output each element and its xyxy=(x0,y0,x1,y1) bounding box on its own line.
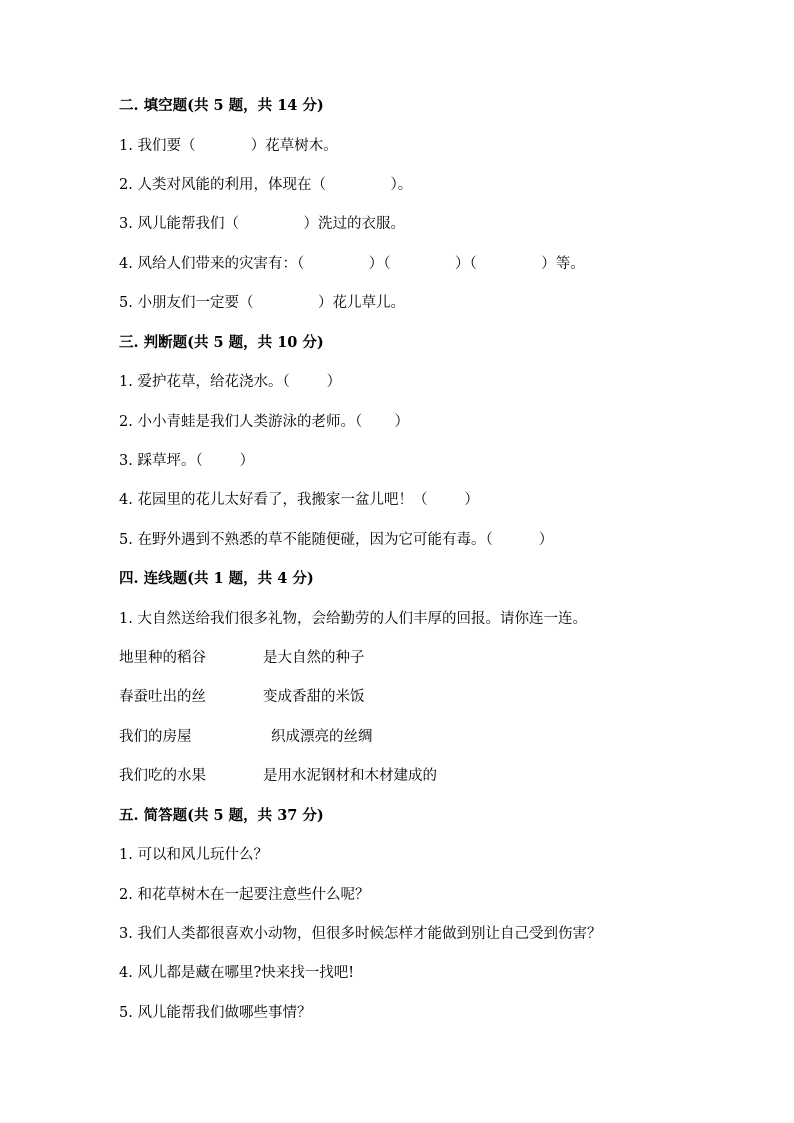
section2-item-2: 2. 人类对风能的利用，体现在（ ）。 xyxy=(119,177,413,193)
section2-item-5: 5. 小朋友们一定要（ ）花儿草儿。 xyxy=(119,295,405,311)
match-right-1: 是大自然的种子 xyxy=(263,650,365,666)
section3-item-1: 1. 爱护花草，给花浇水。（ ） xyxy=(119,374,342,390)
section3-item-2: 2. 小小青蛙是我们人类游泳的老师。（ ） xyxy=(119,414,409,430)
section3-item-3: 3. 踩草坪。（ ） xyxy=(119,453,255,469)
section2-item-4: 4. 风给人们带来的灾害有：（ ）（ ）（ ）等。 xyxy=(119,256,585,272)
match-right-2: 变成香甜的米饭 xyxy=(263,689,365,705)
match-left-1: 地里种的稻谷 xyxy=(119,650,206,666)
section4-question: 1. 大自然送给我们很多礼物，会给勤劳的人们丰厚的回报。请你连一连。 xyxy=(119,611,587,627)
section5-item-3: 3. 我们人类都很喜欢小动物，但很多时候怎样才能做到别让自己受到伤害？ xyxy=(119,926,602,942)
section2-title: 二. 填空题(共 5 题，共 14 分) xyxy=(119,97,324,114)
section2-item-1: 1. 我们要（ ）花草树木。 xyxy=(119,138,338,154)
section2-item-3: 3. 风儿能帮我们（ ）洗过的衣服。 xyxy=(119,216,405,232)
section5-item-2: 2. 和花草树木在一起要注意些什么呢？ xyxy=(119,887,370,903)
match-right-3: 织成漂亮的丝绸 xyxy=(271,729,373,745)
match-right-4: 是用水泥钢材和木材建成的 xyxy=(263,768,437,784)
match-left-4: 我们吃的水果 xyxy=(119,768,206,784)
section3-item-4: 4. 花园里的花儿太好看了，我搬家一盆儿吧！（ ） xyxy=(119,492,479,508)
section5-item-4: 4. 风儿都是藏在哪里?快来找一找吧! xyxy=(119,965,355,981)
match-left-2: 春蚕吐出的丝 xyxy=(119,689,206,705)
match-left-3: 我们的房屋 xyxy=(119,729,192,745)
section5-item-5: 5. 风儿能帮我们做哪些事情？ xyxy=(119,1005,312,1021)
section4-title: 四. 连线题(共 1 题，共 4 分) xyxy=(119,570,314,587)
section5-title: 五. 简答题(共 5 题，共 37 分) xyxy=(119,807,324,824)
section5-item-1: 1. 可以和风儿玩什么？ xyxy=(119,847,268,863)
section3-title: 三. 判断题(共 5 题，共 10 分) xyxy=(119,334,324,351)
section3-item-5: 5. 在野外遇到不熟悉的草不能随便碰，因为它可能有毒。（ ） xyxy=(119,532,554,548)
